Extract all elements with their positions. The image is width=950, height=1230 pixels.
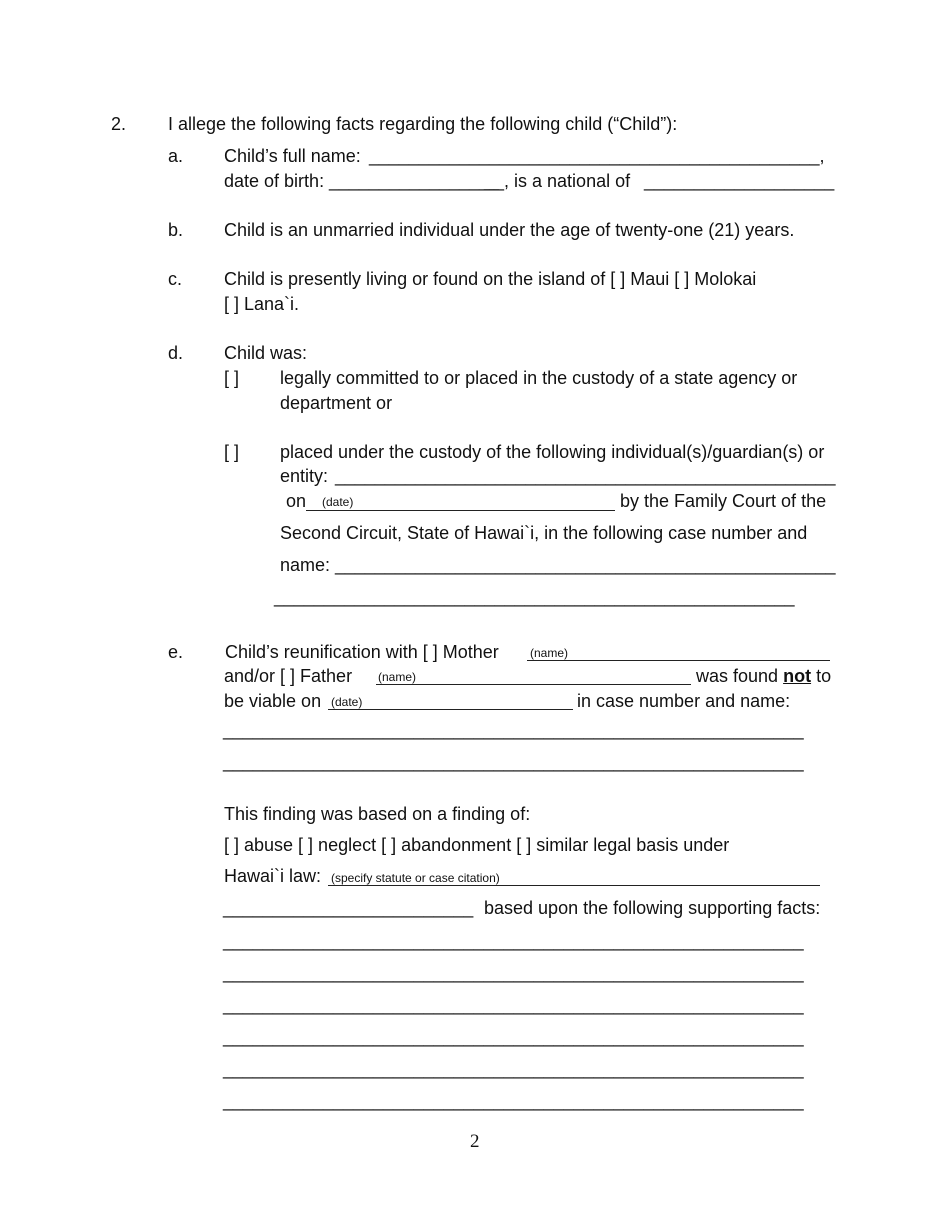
case-number-label: in case number and name: <box>577 691 791 711</box>
reunification-text[interactable]: Child’s reunification with [ ] Mother <box>225 642 499 662</box>
supporting-fact-line[interactable]: __________________________________________________________ <box>223 995 804 1015</box>
mother-name-hint: (name) <box>530 646 569 660</box>
island-options[interactable]: Child is presently living or found on the island of [ ] Maui [ ] Molokai <box>224 269 757 289</box>
not-emphasis: not <box>783 666 812 686</box>
item-intro: I allege the following facts regarding the following child (“Child”): <box>168 114 678 134</box>
supporting-fact-line[interactable]: __________________________________________________________ <box>223 1091 804 1111</box>
entity-field[interactable]: __________________________________________________ <box>335 466 836 486</box>
guardian-checkbox[interactable]: [ ] <box>224 442 240 462</box>
letter-d: d. <box>168 343 184 363</box>
national-label: __, is a national of <box>484 171 631 191</box>
second-circuit-text: Second Circuit, State of Hawai`i, in the following case number and <box>280 523 808 543</box>
father-option[interactable]: and/or [ ] Father <box>224 666 353 686</box>
viable-date-field[interactable] <box>328 709 573 710</box>
child-name-field[interactable]: _____________________________________________, <box>369 146 825 166</box>
child-was-label: Child was: <box>224 343 308 363</box>
finding-intro: This finding was based on a finding of: <box>224 804 531 824</box>
hawaii-law-label: Hawai`i law: <box>224 866 322 886</box>
statute-field[interactable] <box>328 885 820 886</box>
island-option-lanai[interactable]: [ ] Lana`i. <box>224 294 300 314</box>
entity-label: entity: <box>280 466 329 486</box>
statute-field-cont[interactable]: _________________________ <box>223 898 474 918</box>
custody-date-field[interactable] <box>306 510 615 511</box>
on-label: on <box>286 491 307 511</box>
state-agency-text-cont: department or <box>280 393 393 413</box>
item-number: 2. <box>111 114 127 134</box>
supporting-fact-line[interactable]: __________________________________________________________ <box>223 963 804 983</box>
mother-name-field[interactable] <box>527 660 830 661</box>
case-number-field-1[interactable]: __________________________________________________________ <box>223 720 804 740</box>
statute-hint: (specify statute or case citation) <box>331 871 500 885</box>
supporting-fact-line[interactable]: __________________________________________________________ <box>223 1059 804 1079</box>
page-number: 2 <box>470 1131 480 1152</box>
case-number-field-2[interactable]: __________________________________________________________ <box>223 752 804 772</box>
finding-options[interactable]: [ ] abuse [ ] neglect [ ] abandonment [ ] similar legal basis under <box>224 835 730 855</box>
guardian-text: placed under the custody of the following individual(s)/guardian(s) or <box>280 442 825 462</box>
letter-b: b. <box>168 220 184 240</box>
viable-text: be viable on <box>224 691 322 711</box>
age-statement: Child is an unmarried individual under the age of twenty-one (21) years. <box>224 220 795 240</box>
child-name-label: Child’s full name: <box>224 146 361 166</box>
family-court-text: by the Family Court of the <box>620 491 827 511</box>
case-name-field[interactable]: __________________________________________________ <box>335 555 836 575</box>
supporting-fact-line[interactable]: __________________________________________________________ <box>223 931 804 951</box>
national-field[interactable]: ___________________ <box>644 171 835 191</box>
case-name-field-extra[interactable]: ____________________________________________________ <box>274 587 795 607</box>
state-agency-text: legally committed to or placed in the custody of a state agency or <box>280 368 798 388</box>
state-agency-checkbox[interactable]: [ ] <box>224 368 240 388</box>
father-name-field[interactable] <box>376 684 691 685</box>
case-name-label: name: <box>280 555 331 575</box>
dob-field[interactable]: _________________ <box>329 171 500 191</box>
supporting-facts-label: based upon the following supporting facts: <box>484 898 821 918</box>
dob-label: date of birth: <box>224 171 325 191</box>
letter-a: a. <box>168 146 184 166</box>
supporting-fact-line[interactable]: __________________________________________________________ <box>223 1027 804 1047</box>
found-text: was found not to <box>696 666 832 686</box>
viable-date-hint: (date) <box>331 695 363 709</box>
letter-c: c. <box>168 269 183 289</box>
father-name-hint: (name) <box>378 670 417 684</box>
custody-date-hint: (date) <box>322 495 354 509</box>
letter-e: e. <box>168 642 184 662</box>
